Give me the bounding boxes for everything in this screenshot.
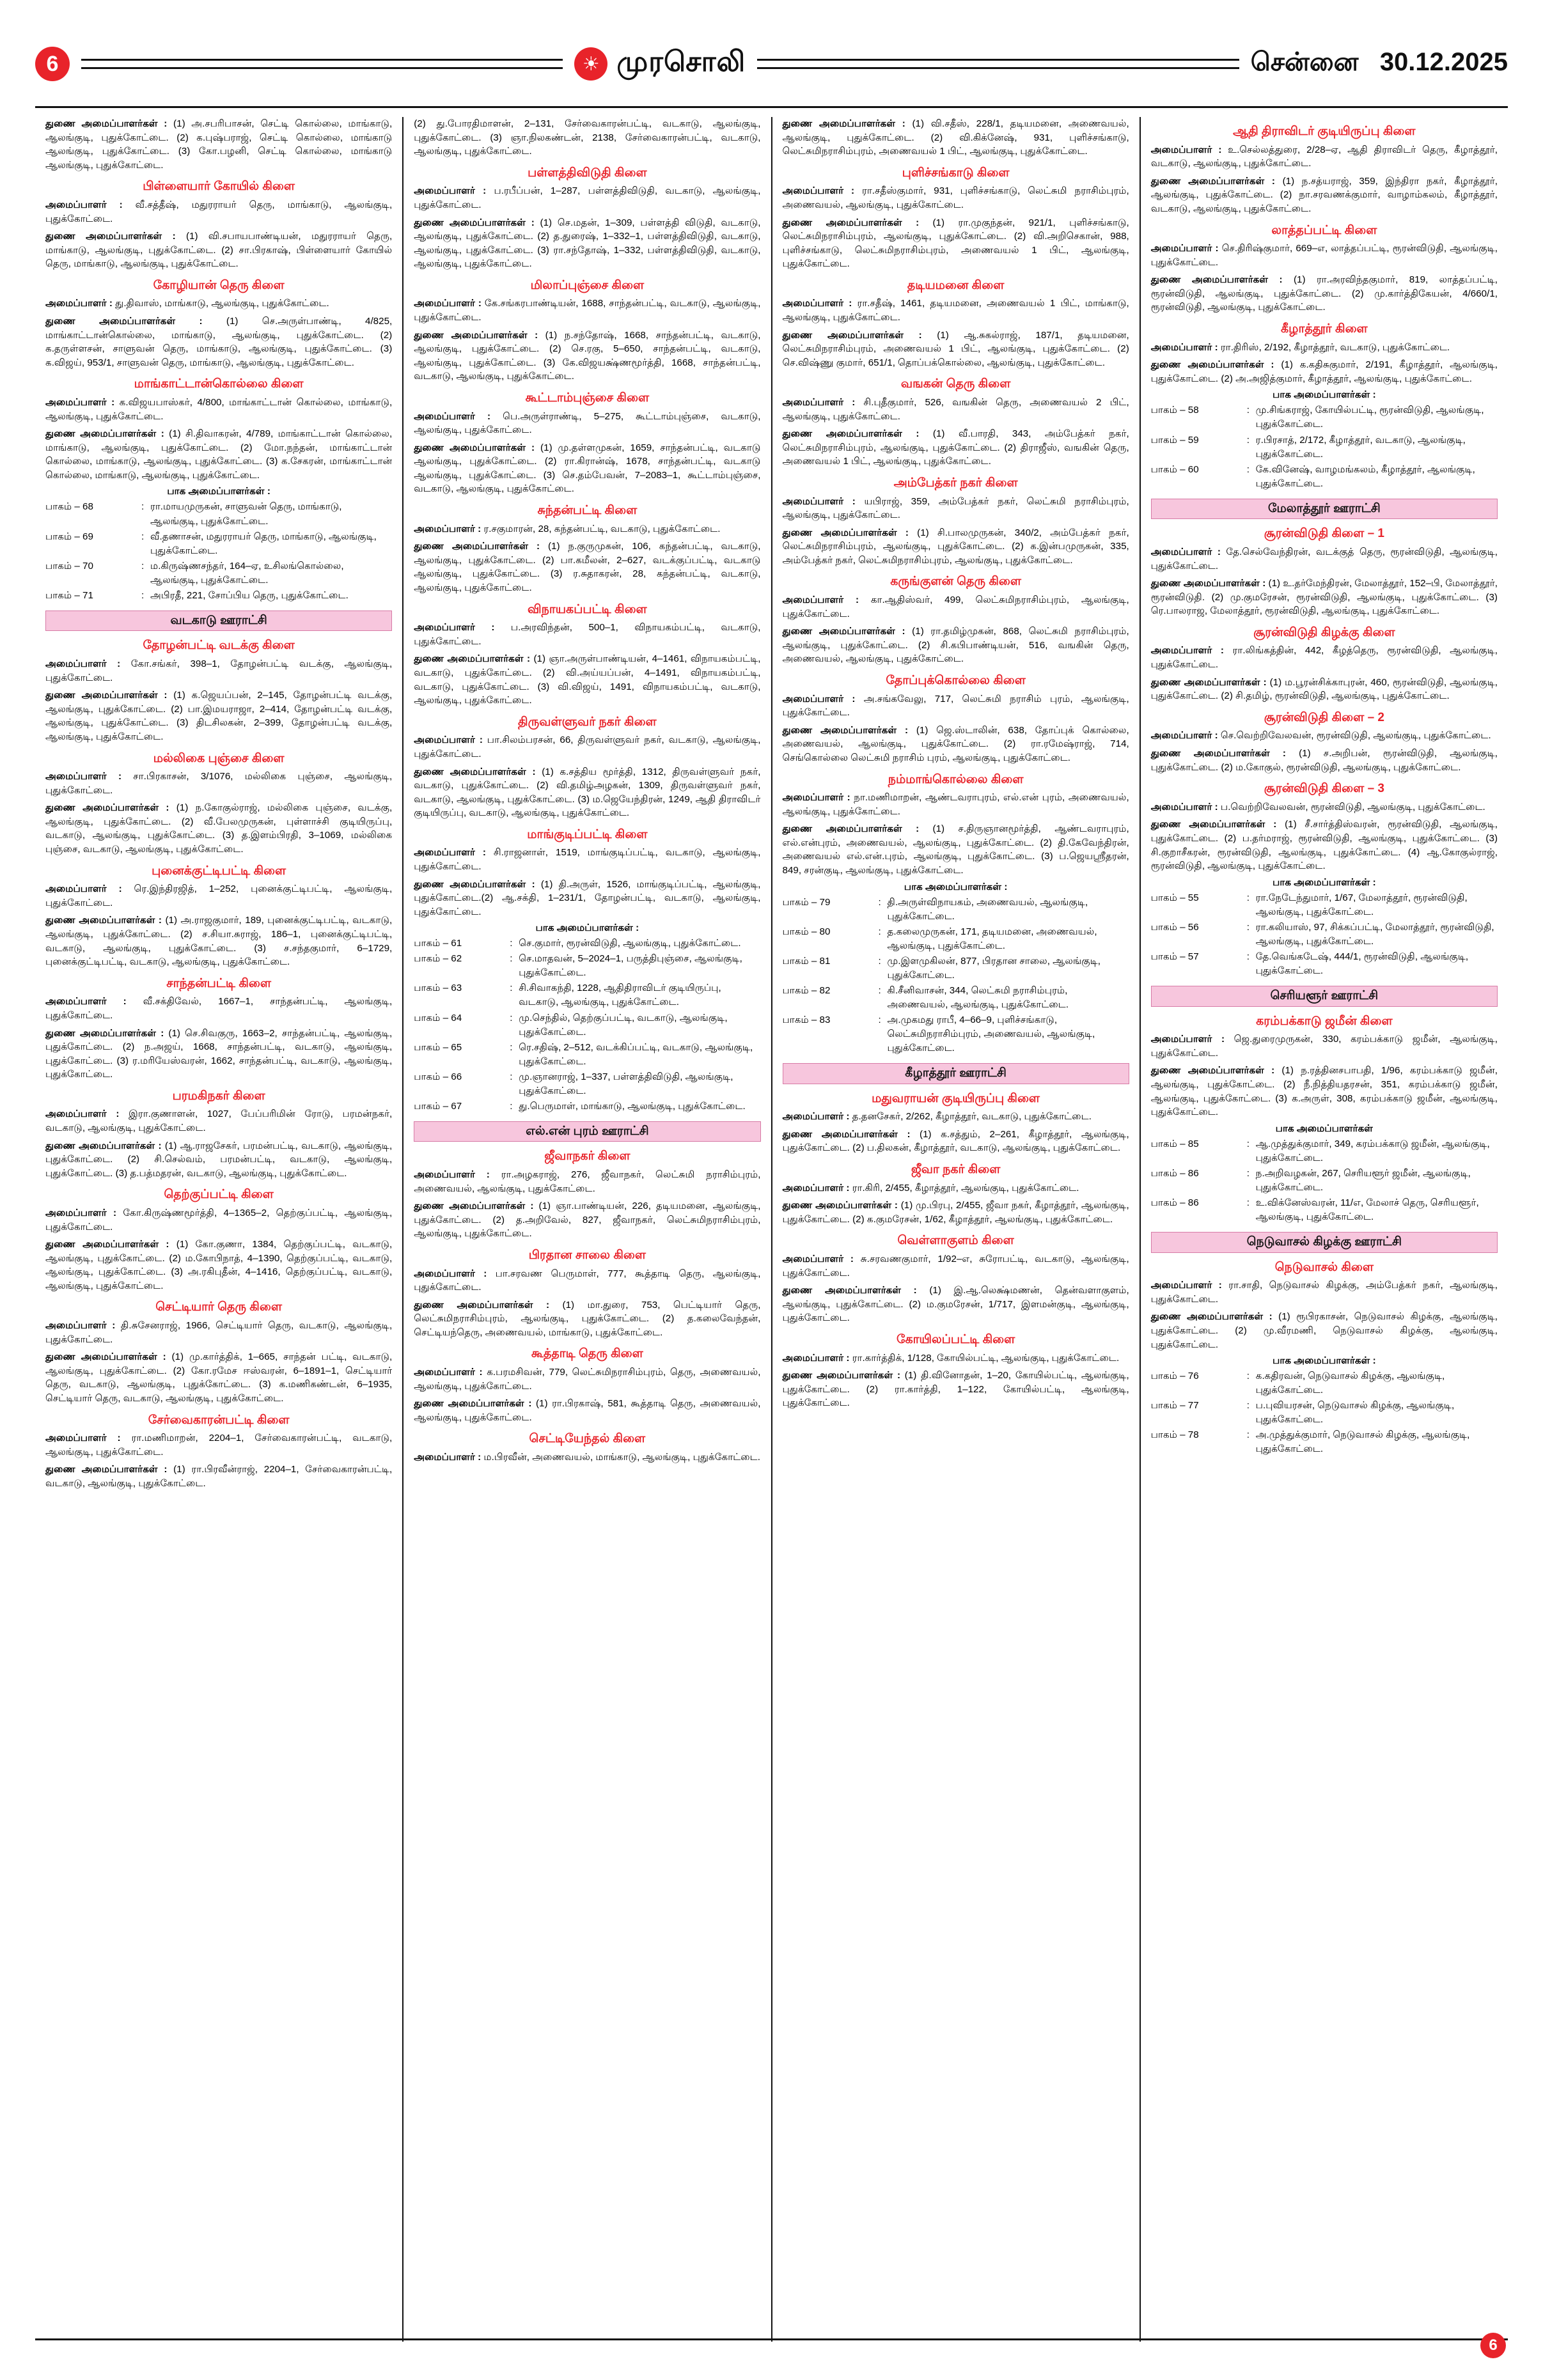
organiser-paragraph: அமைப்பாளர் : கே.சங்கரபாண்டியன், 1688, சாந்தன்பட்டி, வடகாடு, ஆலங்குடி, புதுக்கோட்டை. [414, 298, 761, 323]
organiser-paragraph: அமைப்பாளர் : ப.ரபீப்பன், 1–287, பள்ளத்திவிடுதி, வடகாடு, ஆலங்குடி, புதுக்கோட்டை. [414, 185, 761, 210]
booth-section-label: பாக அமைப்பாளர்கள் : [904, 881, 1008, 892]
organiser-paragraph: துணை அமைப்பாளர்கள் : (1) உ.தர்மேந்திரன், மேலாத்தூர், 152–பி, மேலாத்தூர், ரூரன்விடுதி. (2) மு.குமரேசன், ரூரன்விடுதி, ஆலங்குடி, புதுக்கோட்டை. (3) ரெ.பாலராஜ, மேலாத்தூர், ரூரன்விடுதி, ஆலங்குடி, புதுக்கோட்டை. [1150, 578, 1498, 617]
organiser-paragraph: அமைப்பாளர் : து.திவாஸ், மாங்காடு, ஆலங்குடி, புதுக்கோட்டை. [45, 298, 329, 309]
booth-number: பாகம் – 59 [1150, 434, 1199, 446]
masthead-bottom-rule [35, 106, 1508, 108]
booth-number: பாகம் – 70 [45, 560, 93, 572]
organiser-paragraph: துணை அமைப்பாளர்கள் : (1) ம.பூரன்சிக்காபுரன், 460, ரூரன்விடுதி, ஆலங்குடி, புதுக்கோட்டை. (2) சி.தமிழ், ரூரன்விடுதி, ஆலங்குடி, புதுக்கோட்டை. [1150, 676, 1498, 702]
branch-heading: புளிச்சங்காடு கிளை [902, 166, 1010, 180]
booth-row [45, 530, 392, 558]
booth-organiser: மு.இளமுகிலன், 877, பிரதான சாலை, ஆலங்குடி, புதுக்கோட்டை. [887, 955, 1100, 981]
organiser-paragraph: அமைப்பாளர் : கா.ஆதிஸ்வர், 499, லெட்சுமிநராசிம்புரம், ஆலங்குடி, புதுக்கோட்டை. [782, 595, 1129, 619]
booth-separator: : [510, 938, 513, 949]
booth-separator: : [1246, 1167, 1249, 1179]
booth-row [1151, 1196, 1498, 1224]
booth-separator: : [878, 1014, 881, 1025]
booth-number: பாகம் – 63 [414, 983, 462, 994]
branch-heading: பிள்ளையார் கோயில் கிளை [143, 180, 295, 194]
booth-number: பாகம் – 66 [414, 1071, 462, 1082]
organiser-paragraph: துணை அமைப்பாளர்கள் : (1) ரா.முகுந்தன், 921/1, புளிச்சங்காடு, லெட்சுமிநராசிம்புரம், ஆலங்குடி, புதுக்கோட்டை. (2) வி.அறிசெகான், 988, புளிச்சங்காடு, லெட்சுமிநராசிம்புரம், அணைவயல் 1 பிட், ஆலங்குடி, புதுக்கோட்டை. [782, 217, 1129, 270]
organiser-paragraph: அமைப்பாளர் : சு.சரவணகுமார், 1/92–எ, சுரோபட்டி, வடகாடு, ஆலங்குடி, புதுக்கோட்டை. [782, 1254, 1129, 1279]
booth-section-label: பாக அமைப்பாளர்கள் : [535, 922, 639, 934]
booth-number: பாகம் – 79 [782, 896, 831, 908]
sun-emblem-icon: ☀ [574, 47, 607, 81]
masthead [35, 26, 1508, 102]
footer-rule [35, 2338, 1508, 2340]
organiser-paragraph: துணை அமைப்பாளர்கள் : (1) ந.சத்யராஜ், 359, இந்திரா நகர், கீழாத்தூர், ஆலங்குடி, புதுக்கோட்டை. (2) நா.சரவணக்குமார், வாழாம்கலம், கீழாத்தூர், வடகாடு, ஆலங்குடி, புதுக்கோட்டை. [1150, 175, 1498, 214]
booth-organiser: ரா.மாயமுருகன், சாளுவன் தெரு, மாங்காடு, ஆலங்குடி, புதுக்கோட்டை. [150, 501, 342, 527]
organiser-paragraph: அமைப்பாளர் : ப.அரவிந்தன், 500–1, விநாயகம்பட்டி, வடகாடு, புதுக்கோட்டை. [414, 622, 761, 647]
booth-row [783, 984, 1129, 1012]
organiser-paragraph: துணை அமைப்பாளர்கள் : (1) ரா.பிரகாஷ், 581, கூத்தாடி தெரு, அணைவயல், ஆலங்குடி, புதுக்கோட்டை. [414, 1398, 761, 1423]
organiser-paragraph: துணை அமைப்பாளர்கள் : (1) ஞா.பாண்டியன், 226, தடியமனை, ஆலங்குடி, புதுக்கோட்டை. (2) த.அறிவேல், 827, ஜீவாநகர், லெட்சுமிநராசிம்புரம், ஆலங்குடி, புதுக்கோட்டை. [414, 1201, 761, 1240]
booth-section-label: பாக அமைப்பாளர்கள் : [167, 486, 270, 497]
ward-heading: கீழாத்தூர் ஊராட்சி [783, 1063, 1129, 1084]
booth-number: பாகம் – 78 [1150, 1429, 1199, 1441]
booth-row [1151, 403, 1498, 432]
booth-separator: : [141, 560, 145, 572]
booth-separator: : [1246, 405, 1249, 416]
booth-separator: : [1246, 1429, 1249, 1441]
organiser-paragraph: துணை அமைப்பாளர்கள் : (1) ஆ.சுகல்ராஜ், 187/1, தடியமனை, லெட்சுமிநராசிம்புரம், அணைவயல் 1 பிட், ஆலங்குடி, புதுக்கோட்டை. (2) செ.விஷ்ணு குமார், 651/1, தொப்பக்கொல்லை, ஆலங்குடி, புதுக்கோட்டை. [782, 329, 1129, 368]
organiser-paragraph: அமைப்பாளர் : ரா.அழகராஜ், 276, ஜீவாநகர், லெட்சுமி நராசிம்புரம், அணைவயல், ஆலங்குடி, புதுக்கோட்டை. [414, 1169, 761, 1194]
booth-organiser: மு.சிங்கராஜ், கோயில்பட்டி, ரூரன்விடுதி, ஆலங்குடி, புதுக்கோட்டை. [1255, 405, 1484, 430]
booth-organiser: ந.அறிவழகன், 267, செரியளூர் ஜமீன், ஆலங்குடி, புதுக்கோட்டை. [1255, 1167, 1471, 1193]
booth-row [1151, 1369, 1498, 1397]
organiser-paragraph: அமைப்பாளர் : ர.சகுமாரன், 28, கந்தன்பட்டி, வடகாடு, புதுக்கோட்டை. [414, 523, 721, 534]
organiser-paragraph: அமைப்பாளர் : நா.மணிமாறன், ஆண்டவராபுரம், எல்.என் புரம், அணைவயல், ஆலங்குடி, புதுக்கோட்டை. [782, 792, 1129, 817]
booth-separator: : [510, 983, 513, 994]
dateline-date: 30.12.2025 [1379, 48, 1508, 76]
booth-separator: : [1246, 463, 1249, 475]
branch-heading: கருங்குளன் தெரு கிளை [890, 575, 1022, 589]
booth-organiser: செ.மாதவன், 5–2024–1, பருத்திபுஞ்சை, ஆலங்குடி, புதுக்கோட்டை. [519, 953, 742, 979]
organiser-paragraph: துணை அமைப்பாளர்கள் : (1) சி.பாலமுருகன், 340/2, அம்பேத்கர் நகர், லெட்சுமிநராசிம்புரம், ஆலங்குடி, புதுக்கோட்டை. (2) க.இன்பமுருகன், 335, அம்பேத்கர் நகர், லெட்சுமிநராசிம்புரம், ஆலங்குடி, புதுக்கோட்டை. [782, 527, 1129, 566]
branch-heading: தோழன்பட்டி வடக்கு கிளை [143, 639, 295, 653]
organiser-paragraph: அமைப்பாளர் : தி.சுசேனராஜ், 1966, செட்டியார் தெரு, வடகாடு, ஆலங்குடி, புதுக்கோட்டை. [45, 1320, 393, 1345]
organiser-paragraph: அமைப்பாளர் : வீ.சக்திவேல், 1667–1, சாந்தன்பட்டி, ஆலங்குடி, புதுக்கோட்டை. [45, 996, 393, 1021]
booth-separator: : [878, 926, 881, 937]
organiser-paragraph: அமைப்பாளர் : ரா.திரிஸ், 2/192, கீழாத்தூர், வடகாடு, புதுக்கோட்டை. [1150, 341, 1450, 353]
booth-organiser: ப.புவியரசன், நெடுவாசல் கிழக்கு, ஆலங்குடி, புதுக்கோட்டை. [1255, 1400, 1455, 1426]
booth-separator: : [1246, 951, 1249, 962]
ward-heading: எல்.என் புரம் ஊராட்சி [414, 1121, 760, 1142]
branch-heading: கூட்டாம்புஞ்சை கிளை [525, 391, 650, 405]
organiser-paragraph: அமைப்பாளர் : க.பரமசிவன், 779, லெட்சுமிநராசிம்புரம், தெரு, அணைவயல், ஆலங்குடி, புதுக்கோட்டை. [414, 1367, 761, 1392]
booth-separator: : [141, 531, 145, 542]
organiser-paragraph: அமைப்பாளர் : செ.திரிஷ்குமார், 669–எ, லாத்தப்பட்டி, ரூரன்விடுதி, ஆலங்குடி, புதுக்கோட்டை. [1150, 243, 1498, 268]
organiser-paragraph: அமைப்பாளர் : ரா.லிங்கத்தின், 442, கீழத்தெரு, ரூரன்விடுதி, ஆலங்குடி, புதுக்கோட்டை. [1150, 645, 1498, 671]
booth-row [1151, 1399, 1498, 1427]
organiser-paragraph: துணை அமைப்பாளர்கள் : (1) வி.சதீஸ், 228/1, தடியமனை, அணைவயல், ஆலங்குடி, புதுக்கோட்டை. (2) வி.கிக்னேஷ், 931, புளிச்சங்காடு, லெட்சுமிநராசிம்புரம், அணைவயல் 1 பிட், ஆலங்குடி, புதுக்கோட்டை. [782, 118, 1129, 157]
organiser-paragraph: துணை அமைப்பாளர்கள் : (1) கோ.குணா, 1384, தெற்குப்பட்டி, வடகாடு, ஆலங்குடி, புதுக்கோட்டை. (2) ம.கோபிநாத், 4–1390, தெற்குப்பட்டி, வடகாடு, ஆலங்குடி, புதுக்கோட்டை. (3) அ.ரகிபுதீன், 4–1416, தெற்குப்பட்டி, வடகாடு, ஆலங்குடி, புதுக்கோட்டை. [45, 1239, 393, 1291]
organiser-paragraph: துணை அமைப்பாளர்கள் : (1) ந.சந்தோஷ், 1668, சாந்தன்பட்டி, வடகாடு, ஆலங்குடி, புதுக்கோட்டை. (2) செ.ரகு, 5–650, சாந்தன்பட்டி, வடகாடு, ஆலங்குடி, புதுக்கோட்டை. (3) கே.விஜயக்ஷ்ணமூர்த்தி, 1668, சாந்தன்பட்டி, வடகாடு, ஆலங்குடி, புதுக்கோட்டை. [414, 329, 761, 382]
branch-heading: தோப்புக்கொல்லை கிளை [886, 673, 1026, 687]
organiser-paragraph: துணை அமைப்பாளர்கள் : (1) ந.ரத்தினசபாபதி, 1/96, கரம்பக்காடு ஜமீன், ஆலங்குடி, புதுக்கோட்டை. (2) நீ.நித்தியதரசன், 351, கரம்பக்காடு ஜமீன், ஆலங்குடி, புதுக்கோட்டை. (3) க.அருள், 308, கரம்பக்காடு ஜமீன், ஆலங்குடி, புதுக்கோட்டை. [1150, 1065, 1498, 1118]
organiser-paragraph: துணை அமைப்பாளர்கள் : (1) ச.திருஞானமூர்த்தி, ஆண்டவராபுரம், எல்.என்புரம், அணைவயல், ஆலங்குடி, புதுக்கோட்டை. (2) தி.கேவேந்திரன், அணைவயல் எல்.என்.புரம், ஆலங்குடி, புதுக்கோட்டை. (3) ப.ஜெயஸ்ரீதரன், 849, சரன்குடி, ஆலங்குடி, புதுக்கோட்டை. [782, 823, 1129, 876]
booth-separator: : [510, 1071, 513, 1082]
booth-number: பாகம் – 86 [1150, 1167, 1199, 1179]
organiser-paragraph: அமைப்பாளர் : த.தனசேகர், 2/262, கீழாத்தூர், வடகாடு, புதுக்கோட்டை. [782, 1111, 1092, 1123]
booth-organiser: சி.சிவாகந்தி, 1228, ஆதிதிராவிடர் குடியிருப்பு, வடகாடு, ஆலங்குடி, புதுக்கோட்டை. [519, 983, 721, 1008]
booth-separator: : [141, 501, 145, 513]
organiser-paragraph: அமைப்பாளர் : அ.சங்கவேலு, 717, லெட்சுமி நராசிம் புரம், ஆலங்குடி, புதுக்கோட்டை. [782, 693, 1129, 719]
booth-row [1151, 891, 1498, 919]
booth-number: பாகம் – 77 [1150, 1400, 1199, 1412]
organiser-paragraph: துணை அமைப்பாளர்கள் : (1) வி.சபாயபாண்டியன், மதுரராயர் தெரு, மாங்காடு, ஆலங்குடி, புதுக்கோட்டை. (2) சா.பிரகாஷ், பிள்ளையார் கோயில் தெரு, மாங்காடு, ஆலங்குடி, புதுக்கோட்டை. [45, 231, 393, 270]
organiser-paragraph: அமைப்பாளர் : கோ.சங்கர், 398–1, தோழன்பட்டி வடக்கு, ஆலங்குடி, புதுக்கோட்டை. [45, 658, 393, 683]
branch-heading: கீழாத்தூர் கிளை [1281, 322, 1368, 336]
branch-heading: ஜீவாநகர் கிளை [544, 1149, 631, 1163]
column-1 [35, 117, 403, 2342]
booth-row [414, 1011, 760, 1039]
booth-organiser: ரெ.சதிஷ், 2–512, வடக்கிப்பட்டி, வடகாடு, ஆலங்குடி, புதுக்கோட்டை. [519, 1041, 753, 1067]
booth-separator: : [878, 984, 881, 996]
booth-separator: : [1246, 434, 1249, 446]
branch-heading: சுந்தன்பட்டி கிளை [537, 504, 638, 518]
dateline [1251, 48, 1508, 80]
booth-organiser: கி.சீனிவாசன், 344, லெட்சுமி நராசிம்புரம், அணைவயல், ஆலங்குடி, புதுக்கோட்டை. [887, 984, 1069, 1010]
booth-row [414, 937, 760, 951]
booth-organiser: ம.கிருஷ்ணசந்தர், 164–ஏ, உசிலங்கொல்லை, ஆலங்குடி, புதுக்கோட்டை. [150, 560, 344, 586]
organiser-paragraph: துணை அமைப்பாளர்கள் : (1) மு.பிரபு, 2/455, ஜீவா நகர், கீழாத்தூர், ஆலங்குடி, புதுக்கோட்டை. (2) க.குமரேசன், 1/62, கீழாத்தூர், ஆலங்குடி, புதுக்கோட்டை. [782, 1200, 1129, 1225]
booth-separator: : [878, 896, 881, 908]
branch-heading: கரம்பக்காடு ஜமீன் கிளை [1256, 1014, 1393, 1028]
branch-heading: தெற்குப்பட்டி கிளை [164, 1188, 274, 1202]
booth-number: பாகம் – 65 [414, 1041, 462, 1053]
branch-heading: பிரதான சாலை கிளை [528, 1248, 646, 1262]
branch-heading: சேர்வைகாரன்பட்டி கிளை [148, 1413, 290, 1427]
booth-separator: : [141, 589, 145, 601]
organiser-paragraph: துணை அமைப்பாளர்கள் : (1) வீ.பாரதி, 343, அம்பேத்கர் நகர், லெட்சுமிநராசிம்புரம், ஆலங்குடி, புதுக்கோட்டை. (2) திராஜீஸ், வஙகின் தெரு, அணைவயல் 1 பிட், ஆலங்குடி, புதுக்கோட்டை. [782, 428, 1129, 467]
booth-row [414, 952, 760, 980]
branch-heading: மாங்காட்டான்கொல்லை கிளை [134, 377, 304, 391]
booth-number: பாகம் – 86 [1150, 1197, 1199, 1208]
branch-heading: நம்மாங்கொல்லை கிளை [888, 772, 1024, 786]
booth-row [45, 589, 392, 603]
booth-section-label: பாக அமைப்பாளர்கள் : [1273, 389, 1376, 401]
masthead-logo [574, 46, 746, 82]
booth-number: பாகம் – 62 [414, 953, 462, 965]
organiser-paragraph: துணை அமைப்பாளர்கள் : (1) மா.துரை, 753, பெட்டியார் தெரு, லெட்சுமிநராசிம்புரம், ஆலங்குடி, புதுக்கோட்டை. (2) த.கலைவேந்தன், செட்டியந்தெரு, அணைவயல், மாங்காடு, புதுக்கோட்டை. [414, 1299, 761, 1338]
booth-organiser: து.பெருமாள், மாங்காடு, ஆலங்குடி, புதுக்கோட்டை. [519, 1100, 746, 1112]
branch-heading: மிலாப்புஞ்சை கிளை [530, 278, 645, 292]
booth-number: பாகம் – 60 [1150, 463, 1199, 475]
organiser-paragraph: துணை அமைப்பாளர்கள் : (1) செ.மதன், 1–309, பள்ளத்தி விடுதி, வடகாடு, ஆலங்குடி, புதுக்கோட்டை. (2) த.துரைஷ், 1–332–1, பள்ளத்திவிடுதி, வடகாடு, ஆலங்குடி, புதுக்கோட்டை. (3) ரா.சந்தோஷ், 1–332, பள்ளத்திவிடுதி, வடகாடு, ஆலங்குடி, புதுக்கோட்டை. [414, 217, 761, 270]
organiser-paragraph: துணை அமைப்பாளர்கள் : (1) சி.திவாகரன், 4/789, மாங்காட்டான் கொல்லை, மாங்காடு, ஆலங்குடி, புதுக்கோட்டை. (2) மோ.நந்தன், மாங்காட்டான் கொல்லை, மாங்காடு, ஆலங்குடி, புதுக்கோட்டை. (3) க.சேகரன், மாங்காட்டான் கொல்லை, மாங்காடு, ஆலங்குடி, புதுக்கோட்டை. [45, 428, 393, 481]
organiser-paragraph: துணை அமைப்பாளர்கள் : (1) க.ஜெயப்பன், 2–145, தோழன்பட்டி வடக்கு, ஆலங்குடி, புதுக்கோட்டை. (2) பா.இமயராஜா, 2–414, தோழன்பட்டி வடக்கு, ஆலங்குடி, புதுக்கோட்டை. (3) திடசிலகன், 2–399, தோழன்பட்டி வடக்கு, ஆலங்குடி, புதுக்கோட்டை. [45, 690, 393, 742]
booth-row [414, 1070, 760, 1098]
branch-heading: மாங்குடிப்பட்டி கிளை [527, 827, 648, 841]
booth-separator: : [510, 953, 513, 965]
booth-row [1151, 1428, 1498, 1456]
booth-number: பாகம் – 69 [45, 531, 93, 542]
branch-heading: கூத்தாடி தெரு கிளை [531, 1347, 643, 1361]
organiser-paragraph: அமைப்பாளர் : ரா.மணிமாறன், 2204–1, சேர்வைகாரன்பட்டி, வடகாடு, ஆலங்குடி, புதுக்கோட்டை. [45, 1433, 393, 1458]
booth-row [1151, 1167, 1498, 1195]
branch-heading: வஙகன் தெரு கிளை [900, 377, 1011, 391]
booth-organiser: தி.அருள்விநாயகம், அணைவயல், ஆலங்குடி, புதுக்கோட்டை. [887, 896, 1088, 922]
organiser-paragraph: துணை அமைப்பாளர்கள் : (1) அ.சபரிபாசன், செட்டி கொல்லை, மாங்காடு, ஆலங்குடி, புதுக்கோட்டை. (2) க.புஷ்பராஜ், செட்டி கொல்லை, மாங்காடு ஆலங்குடி, புதுக்கோட்டை. (3) கோ.பழனி, செட்டி கொல்லை, மாங்காடு ஆலங்குடி, புதுக்கோட்டை. [45, 118, 393, 171]
organiser-paragraph: அமைப்பாளர் : சி.ராஜனாள், 1519, மாங்குடிப்பட்டி, வடகாடு, ஆலங்குடி, புதுக்கோட்டை. [414, 847, 761, 873]
booth-row [1151, 921, 1498, 949]
organiser-paragraph: துணை அமைப்பாளர்கள் : (1) ஆ.ராஜசேகர், பரமன்பட்டி, வடகாடு, ஆலங்குடி, புதுக்கோட்டை. (2) சி.செல்வம், பரமன்பட்டி, வடகாடு, ஆலங்குடி, புதுக்கோட்டை. (3) த.பத்மதரன், வடகாடு, ஆலங்குடி, புதுக்கோட்டை. [45, 1140, 393, 1179]
organiser-paragraph: துணை அமைப்பாளர்கள் : (1) ச.அறிபன், ரூரன்விடுதி, ஆலங்குடி, புதுக்கோட்டை. (2) ம.கோகுல், ரூரன்விடுதி, ஆலங்குடி, புதுக்கோட்டை. [1150, 748, 1498, 773]
branch-heading: செட்டியார் தெரு கிளை [155, 1300, 282, 1314]
ward-heading: நெடுவாசல் கிழக்கு ஊராட்சி [1151, 1232, 1498, 1253]
ward-heading: மேலாத்தூர் ஊராட்சி [1151, 499, 1498, 520]
booth-row [414, 1100, 760, 1114]
booth-organiser: ர.பிரசாத், 2/172, கீழாத்தூர், வடகாடு, ஆலங்குடி, புதுக்கோட்டை. [1255, 434, 1466, 460]
branch-heading: வெள்ளாகுளம் கிளை [897, 1234, 1014, 1248]
booth-organiser: ஆ.முத்துக்குமார், 349, கரம்பக்காடு ஜமீன், ஆலங்குடி, புதுக்கோட்டை. [1255, 1138, 1490, 1163]
organiser-paragraph: அமைப்பாளர் : யபிராஜ், 359, அம்பேத்கர் நகர், லெட்சுமி நராசிம்புரம், ஆலங்குடி, புதுக்கோட்டை. [782, 495, 1129, 521]
branch-heading: சூரன்விடுதி கிளை – 2 [1264, 710, 1384, 724]
booth-number: பாகம் – 55 [1150, 892, 1199, 903]
organiser-paragraph: துணை அமைப்பாளர்கள் : (1) ஞா.அருள்பாண்டியன், 4–1461, விநாயகம்பட்டி, வடகாடு, புதுக்கோட்டை. (2) வி.அய்யப்பன், 4–1491, விநாயகம்பட்டி, வடகாடு, புதுக்கோட்டை. (3) வி.விஜய், 1491, விநாயகம்பட்டி, வடகாடு, ஆலங்குடி, புதுக்கோட்டை. [414, 653, 761, 706]
booth-number: பாகம் – 82 [782, 984, 831, 996]
booth-row [1151, 950, 1498, 978]
booth-row [45, 500, 392, 528]
branch-heading: பரமகிநகர் கிளை [172, 1089, 265, 1103]
booth-organiser: மு.செந்தில், தெற்குப்பட்டி, வடகாடு, ஆலங்குடி, புதுக்கோட்டை. [519, 1012, 728, 1038]
organiser-paragraph: துணை அமைப்பாளர்கள் : (1) செ.சிவகுரு, 1663–2, சாந்தன்பட்டி, ஆலங்குடி, புதுக்கோட்டை. (2) ந.அஜய், 1668, சாந்தன்பட்டி, வடகாடு, ஆலங்குடி, புதுக்கோட்டை. (3) ர.மரியேஸ்வரன், 1662, சாந்தன்பட்டி, வடகாடு, ஆலங்குடி, புதுக்கோட்டை. [45, 1027, 393, 1080]
booth-separator: : [1246, 1197, 1249, 1208]
organiser-paragraph: அமைப்பாளர் : ரா.கிரி, 2/455, கீழாத்தூர், ஆலங்குடி, புதுக்கோட்டை. [782, 1182, 1079, 1194]
booth-number: பாகம் – 64 [414, 1012, 462, 1023]
organiser-paragraph: அமைப்பாளர் : வீ.சத்தீஷ், மதுரராயர் தெரு, மாங்காடு, ஆலங்குடி, புதுக்கோட்டை. [45, 199, 393, 224]
booth-organiser: கே.வினேஷ், வாழமங்கலம், கீழாத்தூர், ஆலங்குடி, புதுக்கோட்டை. [1255, 463, 1475, 489]
organiser-paragraph: துணை அமைப்பாளர்கள் : (1) செ.அருள்பாண்டி, 4/825, மாங்காட்டான்கொல்லை, மாங்காடு, ஆலங்குடி, புதுக்கோட்டை. (2) க.தருள்ளசன், சாளுவன் தெரு, மாங்காடு, ஆலங்குடி, புதுக்கோட்டை. (3) க.விஜய், 953/1, சாளுவன் தெரு, மாங்காடு, ஆலங்குடி, புதுக்கோட்டை. [45, 316, 393, 368]
organiser-paragraph: துணை அமைப்பாளர்கள் : (1) அ.ராஜகுமார், 189, புனைக்குட்டிபட்டி, வடகாடு, ஆலங்குடி, புதுக்கோட்டை. (2) ச.சியா.சுராஜ், 186–1, புனைக்குட்டிபட்டி, வடகாடு, ஆலங்குடி, புதுக்கோட்டை. (3) ச.சந்தகுமார், 6–1729, புனைக்குட்டிபட்டி, வடகாடு, ஆலங்குடி, புதுக்கோட்டை. [45, 915, 393, 968]
masthead-title: முரசொலி [616, 46, 746, 77]
branch-heading: பள்ளத்திவிடுதி கிளை [528, 166, 647, 180]
booth-number: பாகம் – 76 [1150, 1371, 1199, 1382]
booth-number: பாகம் – 71 [45, 589, 93, 601]
organiser-paragraph: அமைப்பாளர் : செ.வெற்றிவேலவன், ரூரன்விடுதி, ஆலங்குடி, புதுக்கோட்டை. [1150, 730, 1491, 742]
booth-row [783, 1013, 1129, 1055]
organiser-paragraph: அமைப்பாளர் : பா.சிலம்பரசன், 66, திருவள்ளுவர் நகர், வடகாடு, ஆலங்குடி, புதுக்கோட்டை. [414, 735, 761, 759]
booth-separator: : [1246, 1138, 1249, 1149]
booth-row [783, 954, 1129, 983]
organiser-paragraph: துணை அமைப்பாளர்கள் : (1) சீ.சார்த்திஸ்வரன், ரூரன்விடுதி, ஆலங்குடி, புதுக்கோட்டை. (2) ப.தர்மராஜ், ரூரன்விடுதி, ஆலங்குடி, புதுக்கோட்டை. (3) சி.குறாசீகரன், ரூரன்விடுதி, ஆலங்குடி, புதுக்கோட்டை. (4) ஆ.கோகுல்ராஜ், ரூரன்விடுதி, ஆலங்குடி, புதுக்கோட்டை. [1150, 819, 1498, 872]
booth-organiser: த.கலைமுருகன், 171, தடியமனை, அணைவயல், ஆலங்குடி, புதுக்கோட்டை. [887, 926, 1097, 951]
branch-heading: சூரன்விடுதி கிழக்கு கிளை [1253, 625, 1395, 639]
branch-heading: திருவள்ளுவர் நகர் கிளை [518, 715, 657, 729]
page-number-badge: 6 [35, 47, 70, 81]
dateline-city: சென்னை [1250, 48, 1359, 76]
column-2 [403, 117, 772, 2342]
organiser-paragraph: துணை அமைப்பாளர்கள் : (1) ரா.அரவிந்தகுமார், 819, லாத்தப்பட்டி, ரூரன்விடுதி, ஆலங்குடி, புதுக்கோட்டை. (2) மு.கார்த்திகேயன், 4/660/1, ரூரன்விடுதி, ஆலங்குடி, புதுக்கோட்டை. [1150, 274, 1498, 313]
booth-row [45, 559, 392, 587]
branch-heading: அம்பேத்கர் நகர் கிளை [893, 476, 1018, 490]
organiser-paragraph: அமைப்பாளர் : பெ.அருள்ராண்டி, 5–275, கூட்டாம்புஞ்சை, வடகாடு, ஆலங்குடி, புதுக்கோட்டை. [414, 410, 761, 436]
booth-number: பாகம் – 58 [1150, 405, 1199, 416]
booth-number: பாகம் – 68 [45, 501, 93, 513]
organiser-paragraph: துணை அமைப்பாளர்கள் : (1) ரா.தமிழ்முகன், 868, லெட்சுமி நராசிம்புரம், ஆலங்குடி, புதுக்கோட்டை. (2) சி.கபிபாண்டியன், 516, வஙகின் தெரு, அணைவயல், ஆலங்குடி, புதுக்கோட்டை. [782, 626, 1129, 665]
booth-organiser: செ.குமார், ரூரன்விடுதி, ஆலங்குடி, புதுக்கோட்டை. [519, 938, 741, 949]
booth-row [414, 1041, 760, 1069]
branch-heading: சூரன்விடுதி கிளை – 1 [1264, 527, 1384, 541]
organiser-paragraph: துணை அமைப்பாளர்கள் : (1) ஜெ.ஸ்டாலின், 638, தோப்புக் கொல்லை, அணைவயல், ஆலங்குடி, புதுக்கோட்டை. (2) ரா.ரமேஷ்ராஜ், 714, செங்கொல்லை லெட்சுமி நராசிம் புரம், ஆலங்குடி, புதுக்கோட்டை. [782, 724, 1129, 763]
booth-number: பாகம் – 57 [1150, 951, 1199, 962]
organiser-paragraph: அமைப்பாளர் : பா.சரவண பெருமாள், 777, கூத்தாடி தெரு, ஆலங்குடி, புதுக்கோட்டை. [414, 1268, 761, 1293]
masthead-rule-right [757, 59, 1239, 69]
organiser-paragraph: அமைப்பாளர் : சி.புதீகுமார், 526, வஙகின் தெரு, அணைவயல் 2 பிட், ஆலங்குடி, புதுக்கோட்டை. [782, 397, 1129, 422]
organiser-paragraph: அமைப்பாளர் : ஜெ.துரைமுருகன், 330, கரம்பக்காடு ஜமீன், ஆலங்குடி, புதுக்கோட்டை. [1150, 1034, 1498, 1059]
organiser-paragraph: துணை அமைப்பாளர்கள் : (1) க.கதிசுகுமார், 2/191, கீழாத்தூர், ஆலங்குடி, புதுக்கோட்டை. (2) அ.அஜித்குமார், கீழாத்தூர், ஆலங்குடி, புதுக்கோட்டை. [1150, 359, 1498, 384]
booth-number: பாகம் – 85 [1150, 1138, 1199, 1149]
branch-heading: ஆதி திராவிடர் குடியிருப்பு கிளை [1233, 125, 1416, 138]
organiser-paragraph: துணை அமைப்பாளர்கள் : (1) க.சத்தும், 2–261, கீழாத்தூர், ஆலங்குடி, புதுக்கோட்டை. (2) ப.திலகன், கீழாத்தூர், வடகாடு, ஆலங்குடி, புதுக்கோட்டை. [782, 1128, 1129, 1154]
booth-number: பாகம் – 83 [782, 1014, 831, 1025]
booth-organiser: வீ.தணாசன், மதுரராயர் தெரு, மாங்காடு, ஆலங்குடி, புதுக்கோட்டை. [150, 531, 377, 556]
branch-heading: ஜீவா நகர் கிளை [911, 1163, 1001, 1177]
organiser-paragraph: அமைப்பாளர் : ரா.சதீஸ்குமார், 931, புளிச்சங்காடு, லெட்சுமி நராசிம்புரம், அணைவயல், ஆலங்குடி, புதுக்கோட்டை. [782, 185, 1129, 210]
branch-heading: நெடுவாசல் கிளை [1274, 1260, 1374, 1274]
booth-section-label: பாக அமைப்பாளர்கள் : [1273, 1355, 1376, 1367]
booth-number: பாகம் – 61 [414, 938, 462, 949]
organiser-paragraph: அமைப்பாளர் : இரா.குணாளன், 1027, பேப்பரிமின் ரோடு, பரமன்நகர், வடகாடு, ஆலங்குடி, புதுக்கோட்டை. [45, 1108, 393, 1134]
ward-heading: வடகாடு ஊராட்சி [45, 611, 392, 632]
booth-row [1151, 463, 1498, 491]
branch-heading: விநாயகப்பட்டி கிளை [528, 602, 647, 616]
booth-section-label: பாக அமைப்பாளர்கள் [1275, 1123, 1373, 1134]
footer-page-number-badge: 6 [1480, 2333, 1506, 2358]
organiser-paragraph: துணை அமைப்பாளர்கள் : (1) தி.அருள், 1526, மாங்குடிப்பட்டி, ஆலங்குடி, புதுக்கோட்டை.(2) ஆ.சக்தி, 1–231/1, தோழன்பட்டி, வடகாடு, ஆலங்குடி, புதுக்கோட்டை. [414, 878, 761, 917]
booth-number: பாகம் – 80 [782, 926, 831, 937]
booth-separator: : [510, 1041, 513, 1053]
branch-heading: சாந்தன்பட்டி கிளை [166, 976, 272, 990]
branch-heading: சூரன்விடுதி கிளை – 3 [1264, 782, 1384, 796]
booth-number: பாகம் – 67 [414, 1100, 462, 1112]
column-4 [1141, 117, 1508, 2342]
booth-organiser: மு.ஞானராஜ், 1–337, பள்ளத்திவிடுதி, ஆலங்குடி, புதுக்கோட்டை. [519, 1071, 733, 1096]
organiser-paragraph: துணை அமைப்பாளர்கள் : (1) ந.குருமுகன், 106, கந்தன்பட்டி, வடகாடு, ஆலங்குடி, புதுக்கோட்டை. (2) பா.கமீலன், 2–627, வடக்குப்பட்டி, வடகாடு ஆலங்குடி, புதுக்கோட்டை. (3) ர.சுதாகரன், 28, கந்தன்பட்டி, வடகாடு, ஆலங்குடி, புதுக்கோட்டை. [414, 541, 761, 594]
organiser-paragraph: அமைப்பாளர் : உ.செல்லத்துரை, 2/28–ஏ, ஆதி திராவிடர் தெரு, கீழாத்தூர், வடகாடு, ஆலங்குடி, புதுக்கோட்டை. [1150, 144, 1498, 169]
organiser-paragraph: துணை அமைப்பாளர்கள் : (1) க.சத்திய மூர்த்தி, 1312, திருவள்ளுவர் நகர், வடகாடு, புதுக்கோட்டை. (2) வி.தமிழ்அழகன், 1309, திருவள்ளுவர் நகர், வடகாடு, ஆலங்குடி, புதுக்கோட்டை. (3) ம.ஜெயேந்திரன், 1249, ஆதி திராவிடர் குடியிருப்பு, வடகாடு, ஆலங்குடி, புதுக்கோட்டை. [414, 766, 761, 819]
organiser-paragraph: துணை அமைப்பாளர்கள் : (1) மு.தள்ளமுகன், 1659, சாந்தன்பட்டி, வடகாடு ஆலங்குடி, புதுக்கோட்டை. (2) ரா.கிரான்ஷ், 1678, சாந்தன்பட்டி, வடகாடு ஆலங்குடி, புதுக்கோட்டை. (3) செ.தம்பேவன், 7–2083–1, கூட்டாம்புஞ்சை, வடகாடு, ஆலங்குடி, புதுக்கோட்டை. [414, 442, 761, 495]
booth-row [1151, 1137, 1498, 1165]
branch-heading: மதுவராயன் குடியிருப்பு கிளை [872, 1091, 1040, 1105]
booth-organiser: அபிரதீ, 221, சோப்பிய தெரு, புதுக்கோட்டை. [150, 589, 349, 601]
booth-organiser: க.கதிரவன், நெடுவாசல் கிழக்கு, ஆலங்குடி, புதுக்கோட்டை. [1255, 1371, 1445, 1396]
branch-heading: செட்டியேந்தல் கிளை [529, 1432, 646, 1446]
organiser-paragraph: அமைப்பாளர் : ரா.சதீஷ், 1461, தடியமனை, அணைவயல் 1 பிட், மாங்காடு, ஆலங்குடி, புதுக்கோட்டை. [782, 298, 1129, 323]
organiser-paragraph: துணை அமைப்பாளர்கள் : (1) மு.கார்த்திக், 1–665, சாந்தன் பட்டி, வடகாடு, ஆலங்குடி, புதுக்கோட்டை. (2) கோ.ரமேச ஈஸ்வரன், 6–1891–1, செட்டியார் தெரு, வடகாடு, ஆலங்குடி, புதுக்கோட்டை. (3) க.மணிகண்டன், 6–1935, செட்டியார் தெரு, வடகாடு, ஆலங்குடி, புதுக்கோட்டை. [45, 1351, 393, 1404]
masthead-rule-left [81, 59, 563, 69]
organiser-paragraph: அமைப்பாளர் : க.விஜயபாஸ்கர், 4/800, மாங்காட்டான் கொல்லை, மாங்காடு, ஆலங்குடி, புதுக்கோட்டை. [45, 397, 393, 422]
organiser-paragraph: அமைப்பாளர் : தே.செல்வேந்திரன், வடக்குத் தெரு, ரூரன்விடுதி, ஆலங்குடி, புதுக்கோட்டை. [1150, 546, 1498, 572]
article-columns [35, 117, 1508, 2342]
booth-separator: : [1246, 1400, 1249, 1412]
booth-row [1151, 433, 1498, 462]
booth-organiser: தே.வெங்கடேஷ், 444/1, ரூரன்விடுதி, ஆலங்குடி, புதுக்கோட்டை. [1255, 951, 1469, 976]
booth-organiser: ரா.கலியாஸ், 97, சிக்கப்பட்டி, மேலாத்தூர், ரூரன்விடுதி, ஆலங்குடி, புதுக்கோட்டை. [1255, 921, 1494, 947]
booth-separator: : [878, 955, 881, 967]
ward-heading: செரியளூர் ஊராட்சி [1151, 986, 1498, 1007]
organiser-paragraph: அமைப்பாளர் : ரெ.இந்திரஜித், 1–252, புனைக்குட்டிபட்டி, ஆலங்குடி, புதுக்கோட்டை. [45, 883, 393, 908]
branch-heading: மல்லிகை புஞ்சை கிளை [153, 751, 285, 765]
column-3 [772, 117, 1141, 2342]
booth-row [783, 925, 1129, 953]
booth-organiser: அ.முத்துக்குமார், நெடுவாசல் கிழக்கு, ஆலங்குடி, புதுக்கோட்டை. [1255, 1429, 1470, 1455]
booth-section-label: பாக அமைப்பாளர்கள் : [1273, 876, 1376, 888]
branch-heading: கோயிலப்பட்டி கிளை [896, 1332, 1015, 1346]
booth-organiser: உ.விக்னேஸ்வரன், 11/எ, மேலாச் தெரு, செரியளூர், ஆலங்குடி, புதுக்கோட்டை. [1255, 1197, 1479, 1222]
organiser-paragraph: துணை அமைப்பாளர்கள் : (1) ரா.பிரவீன்ராஜ், 2204–1, சேர்வைகாரன்பட்டி, வடகாடு, ஆலங்குடி, புதுக்கோட்டை. [45, 1464, 393, 1489]
organiser-paragraph: துணை அமைப்பாளர்கள் : (1) இ.ஆ.லெக்ஷ்மணன், தென்வளாகுளம், ஆலங்குடி, புதுக்கோட்டை. (2) ம.குமரேசன், 1/717, இளமன்குடி, ஆலங்குடி, புதுக்கோட்டை. [782, 1285, 1129, 1324]
booth-organiser: அ.முகமது ராபீ, 4–66–9, புளிச்சங்காடு, லெட்சுமிநராசிம்புரம், அணைவயல், ஆலங்குடி, புதுக்கோட்டை. [887, 1014, 1095, 1054]
booth-row [783, 896, 1129, 924]
organiser-paragraph: அமைப்பாளர் : ரா.கார்த்திக், 1/128, கோயில்பட்டி, ஆலங்குடி, புதுக்கோட்டை. [782, 1352, 1120, 1364]
booth-organiser: ரா.நேடேந்துமார், 1/67, மேலாத்தூர், ரூரன்விடுதி, ஆலங்குடி, புதுக்கோட்டை. [1255, 892, 1468, 917]
booth-separator: : [510, 1012, 513, 1023]
branch-heading: தடியமனை கிளை [907, 278, 1005, 292]
organiser-paragraph: அமைப்பாளர் : சா.பிரகாசன், 3/1076, மல்லிகை புஞ்சை, ஆலங்குடி, புதுக்கோட்டை. [45, 771, 393, 796]
booth-separator: : [1246, 892, 1249, 903]
branch-heading: கோழியான் தெரு கிளை [153, 278, 285, 292]
booth-separator: : [1246, 1371, 1249, 1382]
organiser-paragraph: அமைப்பாளர் : ம.பிரவீன், அணைவயல், மாங்காடு, ஆலங்குடி, புதுக்கோட்டை. [414, 1452, 760, 1463]
branch-heading: புனைக்குட்டிபட்டி கிளை [152, 864, 286, 878]
booth-number: பாகம் – 81 [782, 955, 831, 967]
organiser-paragraph: துணை அமைப்பாளர்கள் : (1) தி.வினோதன், 1–20, கோயில்பட்டி, ஆலங்குடி, புதுக்கோட்டை. (2) ரா.கார்த்தி, 1–122, கோயில்பட்டி, ஆலங்குடி, புதுக்கோட்டை. [782, 1370, 1129, 1409]
organiser-paragraph: துணை அமைப்பாளர்கள் : (1) ந.கோகுல்ராஜ், மல்லிகை புஞ்சை, வடக்கு, ஆலங்குடி, புதுக்கோட்டை. (2) வீ.பேலமுருகன், புள்ளாச்சி குடியிருப்பு, வடகாடு, ஆலங்குடி, புதுக்கோட்டை. (3) த.இளம்பிரதி, 3–1069, மல்லிகை புஞ்சை, வடகாடு, ஆலங்குடி, புதுக்கோட்டை. [45, 802, 393, 855]
organiser-paragraph: (2) து.போரதிமாளன், 2–131, சேர்வைகாரன்பட்டி, வடகாடு, ஆலங்குடி, புதுக்கோட்டை. (3) ஞா.நிலகண்டன், 2138, சேர்வைகாரன்பட்டி, வடகாடு, ஆலங்குடி, புதுக்கோட்டை. [414, 118, 761, 157]
booth-number: பாகம் – 56 [1150, 921, 1199, 933]
booth-separator: : [1246, 921, 1249, 933]
booth-row [414, 981, 760, 1009]
organiser-paragraph: அமைப்பாளர் : கோ.கிருஷ்ணமூர்த்தி, 4–1365–2, தெற்குப்பட்டி, ஆலங்குடி, புதுக்கோட்டை. [45, 1208, 393, 1233]
organiser-paragraph: துணை அமைப்பாளர்கள் : (1) ரூபிரகாசன், நெடுவாசல் கிழக்கு, ஆலங்குடி, புதுக்கோட்டை. (2) மு.வீரமணி, நெடுவாசல் கிழக்கு, ஆலங்குடி, புதுக்கோட்டை. [1150, 1311, 1498, 1350]
organiser-paragraph: அமைப்பாளர் : ப.வெற்றிவேலவன், ரூரன்விடுதி, ஆலங்குடி, புதுக்கோட்டை. [1150, 801, 1485, 813]
branch-heading: லாத்தப்பட்டி கிளை [1271, 223, 1377, 237]
booth-separator: : [510, 1100, 513, 1112]
organiser-paragraph: அமைப்பாளர் : ரா.சாதி, நெடுவாசல் கிழக்கு, அம்பேத்கர் நகர், ஆலங்குடி, புதுக்கோட்டை. [1150, 1280, 1498, 1305]
